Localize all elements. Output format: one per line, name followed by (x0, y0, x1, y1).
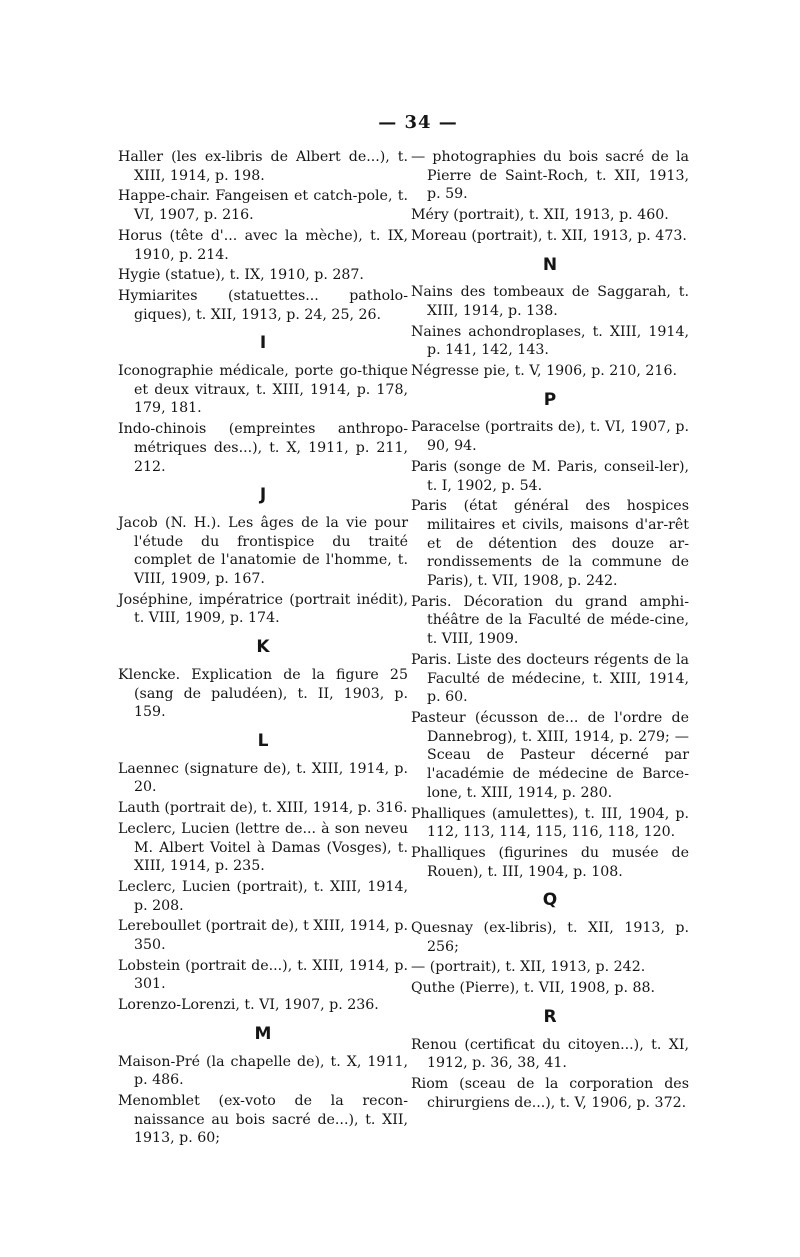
index-entry: Hygie (statue), t. IX, 1910, p. 287. (118, 267, 364, 284)
index-entry: Joséphine, impératrice (portrait inédit), t. VIII, 1909, p. 174. (118, 591, 408, 627)
index-entry: Lobstein (portrait de...), t. XIII, 1914, p. 301. (118, 957, 408, 993)
section-letter: K (256, 637, 270, 658)
index-entry: Méry (portrait), t. XII, 1913, p. 460. (411, 207, 669, 224)
section-letter: N (542, 254, 558, 275)
index-entry: Menomblet (ex-voto de la recon-naissance au bois sacré de...), t. XII, 1913, p. 60; (118, 1092, 408, 1147)
section-letter: P (543, 389, 557, 410)
index-entry: Paris. Décoration du grand amphi-théâtre de la Faculté de méde-cine, t. VIII, 1909. (411, 593, 689, 648)
index-entry: Indo-chinois (empreintes anthropo-métriques des...), t. X, 1911, p. 211, 212. (118, 421, 408, 475)
page-number: — 34 — (378, 112, 458, 133)
index-entry: Paris (état général des hospices militaires et civils, maisons d'ar-rêt et de détention des douze ar-rondissements de la commune de Paris), t. VII, 1908, p. 242. (411, 498, 689, 590)
index-entry: Hymiarites (statuettes... patholo-giques), t. XII, 1913, p. 24, 25, 26. (118, 287, 408, 323)
index-entry: Riom (sceau de la corporation des chirurgiens de...), t. V, 1906, p. 372. (411, 1075, 689, 1111)
index-entry: Nains des tombeaux de Saggarah, t. XIII, 1914, p. 138. (411, 284, 689, 319)
index-entry: Négresse pie, t. V, 1906, p. 210, 216. (411, 363, 677, 380)
index-entry: Iconographie médicale, porte go-thique et deux vitraux, t. XIII, 1914, p. 178, 179, 181. (118, 363, 408, 417)
index-entry: — photographies du bois sacré de la Pierre de Saint-Roch, t. XII, 1913, p. 59. (411, 149, 689, 203)
index-entry: Jacob (N. H.). Les âges de la vie pour l'étude du frontispice du traité complet de l'anatomie de l'homme, t. VIII, 1909, p. 167. (118, 514, 408, 588)
index-entry: Paris. Liste des docteurs régents de la Faculté de médecine, t. XIII, 1914, p. 60. (411, 651, 689, 706)
index-entry: Moreau (portrait), t. XII, 1913, p. 473. (411, 227, 687, 244)
section-letter: J (259, 485, 267, 506)
index-entry: Horus (tête d'... avec la mèche), t. IX, 1910, p. 214. (118, 227, 408, 263)
index-entry: Leclerc, Lucien (lettre de... à son neveu M. Albert Voitel à Damas (Vosges), t. XIII, 1914, p. 235. (118, 820, 408, 875)
index-column-right (411, 148, 689, 1114)
index-entry: Lorenzo-Lorenzi, t. VI, 1907, p. 236. (118, 997, 379, 1014)
index-entry: Lauth (portrait de), t. XIII, 1914, p. 316. (118, 800, 408, 817)
section-letter: L (257, 730, 269, 751)
index-entry: Paris (songe de M. Paris, conseil-ler), t. I, 1902, p. 54. (411, 458, 689, 494)
index-entry: Quesnay (ex-libris), t. XII, 1913, p. 256; (411, 920, 689, 955)
index-entry: Laennec (signature de), t. XIII, 1914, p. 20. (118, 760, 408, 796)
index-entry: Maison-Pré (la chapelle de), t. X, 1911, p. 486. (118, 1053, 408, 1089)
index-entry: Happe-chair. Fangeisen et catch-pole, t. VI, 1907, p. 216. (118, 188, 408, 224)
index-entry: Phalliques (figurines du musée de Rouen), t. III, 1904, p. 108. (411, 844, 689, 880)
index-entry: Lereboullet (portrait de), t XIII, 1914, p. 350. (118, 918, 408, 954)
index-entry: Haller (les ex-libris de Albert de...), t. XIII, 1914, p. 198. (118, 149, 408, 184)
index-column-left (118, 148, 408, 1150)
index-entry: Naines achondroplases, t. XIII, 1914, p. 141, 142, 143. (411, 323, 689, 359)
index-entry: Pasteur (écusson de... de l'ordre de Dannebrog), t. XIII, 1914, p. 279; — Sceau de Pasteur décerné par l'académie de médecine de Barce-lone, t. XIII, 1914, p. 280. (411, 709, 689, 801)
index-entry: Quthe (Pierre), t. VII, 1908, p. 88. (411, 980, 656, 997)
index-entry: Paracelse (portraits de), t. VI, 1907, p. 90, 94. (411, 419, 689, 455)
index-entry: Renou (certificat du citoyen...), t. XI, 1912, p. 36, 38, 41. (411, 1036, 689, 1072)
index-entry: Klencke. Explication de la figure 25 (sang de paludéen), t. II, 1903, p. 159. (118, 666, 408, 721)
index-entry: Leclerc, Lucien (portrait), t. XIII, 1914, p. 208. (118, 878, 408, 914)
section-letter: Q (542, 890, 558, 911)
index-entry: — (portrait), t. XII, 1913, p. 242. (411, 959, 646, 976)
section-letter: M (254, 1023, 272, 1044)
section-letter: I (259, 333, 267, 354)
section-letter: R (543, 1006, 557, 1027)
index-entry: Phalliques (amulettes), t. III, 1904, p. 112, 113, 114, 115, 116, 118, 120. (411, 805, 689, 841)
